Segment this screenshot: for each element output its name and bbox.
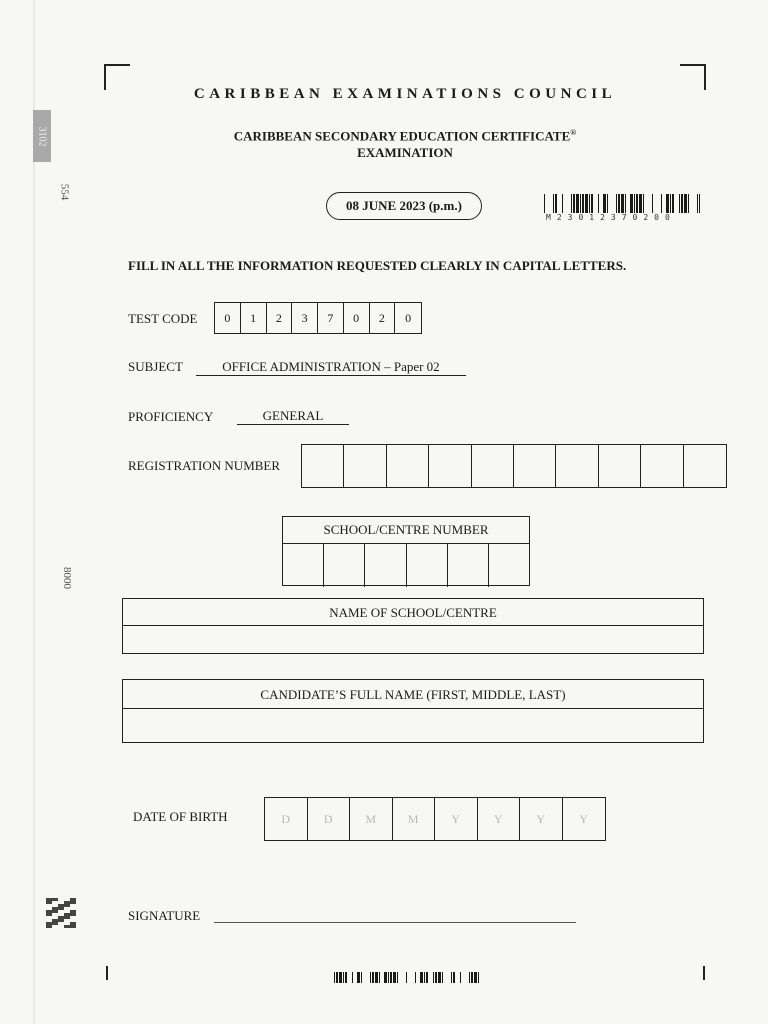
barcode-bar	[438, 972, 441, 983]
barcode-bar	[636, 194, 638, 213]
proficiency-value: GENERAL	[237, 408, 349, 425]
barcode-bar	[390, 972, 392, 983]
candidate-name-box	[122, 679, 704, 743]
qr-code	[46, 898, 76, 928]
left-code-mid: 8000	[61, 567, 73, 589]
registration-number-boxes[interactable]	[301, 444, 727, 488]
qr-module	[49, 922, 52, 925]
qr-module	[70, 925, 73, 928]
qr-module	[49, 898, 52, 901]
barcode-bar	[684, 194, 687, 213]
qr-module	[55, 910, 58, 913]
date-of-birth-cell[interactable]: D	[308, 798, 351, 840]
barcode-bar	[375, 972, 378, 983]
qr-module	[61, 907, 64, 910]
barcode-bar	[384, 972, 387, 983]
barcode-bar	[699, 194, 700, 213]
qr-module	[64, 916, 67, 919]
barcode-bar	[670, 194, 671, 213]
barcode-bar	[361, 972, 362, 983]
council-title: CARIBBEAN EXAMINATIONS COUNCIL	[193, 86, 617, 102]
qr-module	[46, 925, 49, 928]
qr-module	[67, 901, 70, 904]
school-centre-number-label: SCHOOL/CENTRE NUMBER	[283, 517, 529, 544]
registration-number-cell[interactable]	[684, 445, 726, 487]
school-name-field[interactable]	[123, 626, 703, 653]
test-code-digit: 2	[370, 303, 396, 333]
barcode-bar	[357, 972, 360, 983]
candidate-name-field[interactable]	[123, 709, 703, 742]
qr-module	[67, 925, 70, 928]
candidate-name-label: CANDIDATE’S FULL NAME (FIRST, MIDDLE, LAST)	[123, 680, 703, 709]
barcode-bar	[393, 972, 396, 983]
barcode-bar	[555, 194, 557, 213]
qr-module	[52, 922, 55, 925]
barcode-bar	[426, 972, 428, 983]
barcode-bar	[591, 194, 593, 213]
date-of-birth-cell[interactable]: M	[393, 798, 436, 840]
barcode-bar	[420, 972, 423, 983]
subject-value: OFFICE ADMINISTRATION – Paper 02	[196, 359, 466, 376]
registration-number-cell[interactable]	[514, 445, 556, 487]
barcode-bar	[453, 972, 455, 983]
registration-number-cell[interactable]	[429, 445, 471, 487]
barcode-bar	[352, 972, 353, 983]
exam-date-badge	[326, 192, 482, 220]
barcode-bar	[553, 194, 554, 213]
qr-module	[49, 913, 52, 916]
date-of-birth-cell[interactable]: M	[350, 798, 393, 840]
barcode-bar	[451, 972, 452, 983]
qr-module	[70, 898, 73, 901]
barcode-bar	[433, 972, 434, 983]
barcode-bar	[589, 194, 590, 213]
qr-module	[52, 910, 55, 913]
test-code-digit: 0	[215, 303, 241, 333]
qr-module	[70, 922, 73, 925]
barcode-bar	[630, 194, 633, 213]
date-of-birth-label: DATE OF BIRTH	[133, 809, 228, 824]
barcode-bar	[661, 194, 662, 213]
qr-module	[52, 919, 55, 922]
date-of-birth-cell[interactable]: D	[265, 798, 308, 840]
registration-number-label: REGISTRATION NUMBER	[128, 458, 281, 473]
qr-module	[64, 901, 67, 904]
qr-module	[52, 898, 55, 901]
signature-line[interactable]	[214, 922, 576, 923]
registration-number-cell[interactable]	[387, 445, 429, 487]
barcode-bar	[634, 194, 635, 213]
qr-module	[58, 916, 61, 919]
qr-module	[49, 925, 52, 928]
qr-module	[73, 910, 76, 913]
signature-label: SIGNATURE	[128, 908, 201, 923]
barcode-bar	[618, 194, 620, 213]
barcode-top	[544, 194, 700, 213]
test-code-digit: 7	[318, 303, 344, 333]
barcode-bar	[652, 194, 653, 213]
school-number-cell[interactable]	[407, 544, 448, 587]
barcode-bar	[666, 194, 669, 213]
date-of-birth-cell[interactable]: Y	[435, 798, 478, 840]
qr-module	[46, 922, 49, 925]
barcode-bar	[415, 972, 416, 983]
proficiency-label: PROFICIENCY	[128, 409, 214, 424]
barcode-bar	[585, 194, 588, 213]
barcode-bar	[571, 194, 572, 213]
barcode-bar	[616, 194, 617, 213]
certificate-line-1: CARIBBEAN SECONDARY EDUCATION CERTIFICATE	[233, 128, 571, 144]
test-code-digit: 2	[267, 303, 293, 333]
school-number-cell[interactable]	[489, 544, 529, 587]
qr-module	[70, 901, 73, 904]
registration-number-cell[interactable]	[344, 445, 386, 487]
barcode-bar	[397, 972, 398, 983]
left-code-top: 554	[58, 183, 71, 201]
qr-module	[58, 919, 61, 922]
barcode-bar	[460, 972, 461, 983]
qr-module	[61, 916, 64, 919]
qr-module	[55, 922, 58, 925]
barcode-bar	[688, 194, 689, 213]
barcode-bar	[603, 194, 606, 213]
school-centre-number-box	[282, 516, 530, 586]
qr-module	[58, 904, 61, 907]
registration-tick-bottom-right	[703, 966, 705, 980]
qr-module	[58, 907, 61, 910]
barcode-bar	[471, 972, 473, 983]
barcode-bar	[379, 972, 380, 983]
qr-module	[55, 907, 58, 910]
barcode-bar	[343, 972, 344, 983]
test-code-digit: 0	[344, 303, 370, 333]
barcode-bar	[370, 972, 371, 983]
qr-module	[49, 910, 52, 913]
barcode-bar	[639, 194, 642, 213]
barcode-bar	[424, 972, 425, 983]
qr-module	[67, 913, 70, 916]
side-tab-code: 3102	[36, 126, 48, 146]
qr-module	[52, 907, 55, 910]
qr-module	[73, 898, 76, 901]
barcode-bar	[388, 972, 389, 983]
qr-module	[46, 910, 49, 913]
date-of-birth-boxes	[264, 797, 606, 841]
registration-number-cell[interactable]	[302, 445, 344, 487]
barcode-bar	[406, 972, 407, 983]
qr-module	[55, 919, 58, 922]
qr-module	[73, 913, 76, 916]
qr-module	[64, 913, 67, 916]
barcode-bottom	[334, 972, 480, 983]
certificate-line-2: EXAMINATION	[357, 145, 453, 161]
date-of-birth-cell[interactable]: Y	[579, 811, 589, 826]
school-number-cell[interactable]	[324, 544, 365, 587]
exam-date: 08 JUNE 2023 (p.m.)	[346, 198, 462, 213]
barcode-bar	[621, 194, 624, 213]
test-code-digit: 1	[241, 303, 267, 333]
school-number-cell[interactable]	[448, 544, 489, 587]
qr-module	[67, 904, 70, 907]
registration-number-cell[interactable]	[599, 445, 641, 487]
barcode-bar	[544, 194, 545, 213]
date-of-birth-cell[interactable]: Y	[478, 798, 521, 840]
barcode-bar	[372, 972, 374, 983]
barcode-bar	[345, 972, 347, 983]
qr-module	[73, 925, 76, 928]
instruction-text: FILL IN ALL THE INFORMATION REQUESTED CLEARLY IN CAPITAL LETTERS.	[128, 258, 627, 273]
qr-module	[67, 916, 70, 919]
qr-module	[70, 913, 73, 916]
registered-mark: ®	[570, 128, 577, 137]
barcode-bar	[580, 194, 581, 213]
barcode-bar	[576, 194, 579, 213]
barcode-bar	[697, 194, 698, 213]
barcode-bar	[478, 972, 479, 983]
registration-number-cell[interactable]	[641, 445, 683, 487]
barcode-bar	[643, 194, 644, 213]
barcode-bar	[625, 194, 626, 213]
barcode-bar	[598, 194, 599, 213]
barcode-bar	[582, 194, 584, 213]
qr-module	[55, 898, 58, 901]
qr-module	[46, 901, 49, 904]
registration-number-cell[interactable]	[472, 445, 514, 487]
barcode-bar	[474, 972, 477, 983]
qr-module	[61, 919, 64, 922]
certificate-title	[0, 124, 768, 161]
school-name-label: NAME OF SCHOOL/CENTRE	[123, 599, 703, 626]
test-code-boxes	[214, 302, 422, 334]
qr-module	[46, 913, 49, 916]
barcode-bar	[573, 194, 575, 213]
school-name-box	[122, 598, 704, 654]
barcode-number: M23012370200	[546, 213, 676, 222]
school-number-cell[interactable]	[283, 544, 324, 587]
barcode-bar	[562, 194, 563, 213]
qr-module	[73, 922, 76, 925]
barcode-bar	[681, 194, 683, 213]
school-centre-number-cells[interactable]	[283, 544, 529, 587]
qr-module	[46, 898, 49, 901]
date-of-birth-cell[interactable]: Y	[520, 798, 563, 840]
qr-module	[64, 904, 67, 907]
test-code-label: TEST CODE	[128, 311, 198, 326]
qr-module	[61, 904, 64, 907]
qr-module	[64, 925, 67, 928]
test-code-digit: 3	[292, 303, 318, 333]
barcode-bar	[336, 972, 338, 983]
barcode-bar	[469, 972, 470, 983]
qr-module	[70, 910, 73, 913]
barcode-bar	[672, 194, 674, 213]
registration-tick-bottom-left	[106, 966, 108, 980]
barcode-bar	[339, 972, 342, 983]
subject-label: SUBJECT	[128, 359, 183, 374]
registration-number-cell[interactable]	[556, 445, 598, 487]
barcode-bar	[679, 194, 680, 213]
school-number-cell[interactable]	[365, 544, 406, 587]
barcode-bar	[334, 972, 335, 983]
barcode-bar	[607, 194, 608, 213]
qr-module	[49, 901, 52, 904]
barcode-bar	[442, 972, 443, 983]
barcode-bar	[435, 972, 437, 983]
qr-module	[73, 901, 76, 904]
test-code-digit: 0	[405, 310, 412, 325]
